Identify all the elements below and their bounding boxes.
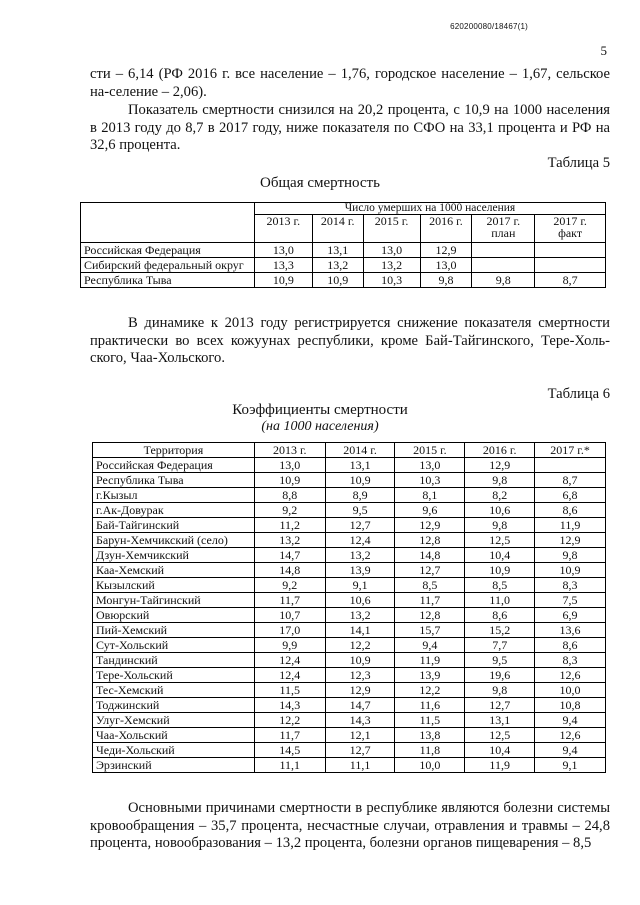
paragraph-continuation: сти – 6,14 (РФ 2016 г. все население – 1,76, городское население – 1,67, сельское на-селение – 2,06).	[90, 66, 610, 100]
table6-value-cell: 11,2	[254, 518, 325, 533]
table6-title: Коэффициенты смертности	[232, 402, 408, 418]
table-row	[93, 518, 606, 533]
table6-value-cell: 13,8	[395, 728, 465, 743]
table6-value-cell: 11,5	[254, 683, 325, 698]
paragraph-dynamics: В динамике к 2013 году регистрируется снижение показателя смертности практически во всех кожуунах республики, кроме Бай-Тайгинского, Тере-Холь-ского, Чаа-Хольского.	[90, 315, 610, 366]
table6-value-cell: 8,6	[535, 503, 606, 518]
table-row	[81, 273, 606, 288]
table6-value-cell: 10,0	[535, 683, 606, 698]
table5-fact-header	[535, 215, 606, 243]
table6-value-cell: 8,7	[535, 473, 606, 488]
table5-value-cell: 10,9	[254, 273, 312, 288]
table5-plan-year: 2017 г.	[486, 214, 521, 228]
table6-value-cell: 10,0	[395, 758, 465, 773]
table6-value-cell: 11,1	[325, 758, 395, 773]
table6-territory-cell: Эрзинский	[93, 758, 255, 773]
table6-value-cell: 7,7	[465, 638, 535, 653]
table6-value-cell: 10,9	[325, 653, 395, 668]
table5-territory-cell: Республика Тыва	[81, 273, 255, 288]
table6-value-cell: 9,6	[395, 503, 465, 518]
table5-title: Общая смертность	[260, 175, 380, 191]
table6-territory-cell: Тандинский	[93, 653, 255, 668]
table6-value-cell: 11,1	[254, 758, 325, 773]
table5-value-cell: 13,2	[363, 258, 420, 273]
table6-value-cell: 12,9	[325, 683, 395, 698]
table6-value-cell: 11,9	[535, 518, 606, 533]
table6-value-cell: 13,2	[254, 533, 325, 548]
table-row	[93, 533, 606, 548]
table6-value-cell: 12,7	[325, 743, 395, 758]
table6-value-cell: 13,2	[325, 608, 395, 623]
table-row	[93, 503, 606, 518]
table6-value-cell: 11,9	[465, 758, 535, 773]
table6-value-cell: 10,3	[395, 473, 465, 488]
table5-territory-cell: Сибирский федеральный округ	[81, 258, 255, 273]
table6-territory-cell: Каа-Хемский	[93, 563, 255, 578]
table6-value-cell: 10,8	[535, 698, 606, 713]
table5-value-cell	[472, 258, 535, 273]
table6-territory-cell: Сут-Хольский	[93, 638, 255, 653]
table6-value-cell: 6,9	[535, 608, 606, 623]
table5-value-cell: 9,8	[472, 273, 535, 288]
table6-value-cell: 11,8	[395, 743, 465, 758]
table6-value-cell: 8,3	[535, 578, 606, 593]
table5-value-cell: 13,3	[254, 258, 312, 273]
table6-caption: Таблица 6	[547, 386, 610, 402]
table6-header-cell: 2017 г.*	[535, 443, 606, 458]
table5-value-cell: 10,9	[312, 273, 363, 288]
table6-value-cell: 9,1	[325, 578, 395, 593]
table6-value-cell: 13,9	[395, 668, 465, 683]
table6-value-cell: 11,7	[395, 593, 465, 608]
paragraph-causes: Основными причинами смертности в республике являются болезни системы кровообращения – 35,7 процента, несчастные случаи, отравления и травмы – 24,8 процента, новообразования – 13,2 процента, болезни органов пищеварения – 8,5	[90, 800, 610, 851]
table6-value-cell: 14,3	[325, 713, 395, 728]
table6-value-cell: 11,7	[254, 728, 325, 743]
table6-territory-cell: Кызылский	[93, 578, 255, 593]
table5-value-cell: 9,8	[420, 273, 472, 288]
table6-value-cell: 9,2	[254, 503, 325, 518]
table5-plan-label: план	[491, 226, 516, 240]
table-row	[93, 593, 606, 608]
table6-value-cell: 11,9	[395, 653, 465, 668]
table6-value-cell: 13,6	[535, 623, 606, 638]
table6-value-cell: 9,1	[535, 758, 606, 773]
table6-territory-cell: Бай-Тайгинский	[93, 518, 255, 533]
document-id: 620200080/18467(1)	[450, 22, 528, 31]
table6-value-cell: 12,5	[465, 728, 535, 743]
table-row	[93, 578, 606, 593]
table6-value-cell: 8,5	[395, 578, 465, 593]
table6-value-cell: 12,7	[465, 698, 535, 713]
page-number: 5	[600, 43, 607, 58]
table6-value-cell: 11,7	[254, 593, 325, 608]
table6-territory-cell: Тес-Хемский	[93, 683, 255, 698]
table-row	[93, 638, 606, 653]
table6-value-cell: 7,5	[535, 593, 606, 608]
paragraph-mortality-decrease: Показатель смертности снизился на 20,2 процента, с 10,9 на 1000 населения в 2013 году до 8,7 в 2017 году, ниже показателя по СФО на 33,1 процента и РФ на 32,6 процента.	[90, 102, 610, 153]
table6-value-cell: 9,8	[465, 683, 535, 698]
table6-territory-cell: Барун-Хемчикский (село)	[93, 533, 255, 548]
table6-header-cell: 2013 г.	[254, 443, 325, 458]
table5-value-cell	[472, 243, 535, 258]
table5-year-header: 2015 г.	[363, 215, 420, 243]
table5-caption: Таблица 5	[547, 155, 610, 171]
table5-general-mortality	[80, 202, 606, 288]
table6-value-cell: 12,2	[254, 713, 325, 728]
table5-value-cell	[535, 243, 606, 258]
table6-value-cell: 12,3	[325, 668, 395, 683]
table6-value-cell: 9,4	[535, 743, 606, 758]
table-row	[93, 698, 606, 713]
table6-value-cell: 14,3	[254, 698, 325, 713]
table6-header-cell: 2014 г.	[325, 443, 395, 458]
table6-value-cell: 8,5	[465, 578, 535, 593]
table6-value-cell: 10,4	[465, 548, 535, 563]
table6-value-cell: 12,1	[325, 728, 395, 743]
table6-value-cell: 9,5	[465, 653, 535, 668]
table6-value-cell: 12,9	[395, 518, 465, 533]
table6-value-cell: 10,9	[535, 563, 606, 578]
table6-mortality-rates	[92, 442, 606, 773]
table6-header-cell: Территория	[93, 443, 255, 458]
table6-value-cell: 13,0	[395, 458, 465, 473]
table6-value-cell: 12,4	[254, 653, 325, 668]
table6-value-cell: 14,8	[254, 563, 325, 578]
table6-value-cell: 9,2	[254, 578, 325, 593]
table6-territory-cell: Чаа-Хольский	[93, 728, 255, 743]
table-row	[93, 713, 606, 728]
table5-year-header: 2014 г.	[312, 215, 363, 243]
table-row	[81, 258, 606, 273]
table6-value-cell: 10,6	[325, 593, 395, 608]
table6-value-cell: 8,6	[535, 638, 606, 653]
table-row	[93, 548, 606, 563]
table5-value-cell	[535, 258, 606, 273]
table6-value-cell: 15,2	[465, 623, 535, 638]
table5-territory-cell: Российская Федерация	[81, 243, 255, 258]
table-row	[93, 608, 606, 623]
table6-value-cell: 12,6	[535, 668, 606, 683]
table5-corner-cell	[81, 203, 255, 243]
table-row	[93, 653, 606, 668]
table5-value-cell: 12,9	[420, 243, 472, 258]
table6-value-cell: 12,8	[395, 608, 465, 623]
table6-value-cell: 9,8	[465, 473, 535, 488]
table6-value-cell: 10,9	[465, 563, 535, 578]
table6-value-cell: 8,6	[465, 608, 535, 623]
table6-value-cell: 9,4	[535, 713, 606, 728]
table6-value-cell: 12,7	[395, 563, 465, 578]
table6-territory-cell: Дзун-Хемчикский	[93, 548, 255, 563]
table6-value-cell: 8,8	[254, 488, 325, 503]
table6-value-cell: 9,5	[325, 503, 395, 518]
table-row	[93, 488, 606, 503]
table5-year-header: 2016 г.	[420, 215, 472, 243]
table6-value-cell: 14,8	[395, 548, 465, 563]
table6-value-cell: 19,6	[465, 668, 535, 683]
table6-territory-cell: Чеди-Хольский	[93, 743, 255, 758]
table5-value-cell: 13,0	[254, 243, 312, 258]
table6-value-cell: 10,9	[254, 473, 325, 488]
table6-value-cell: 8,3	[535, 653, 606, 668]
table6-value-cell: 14,1	[325, 623, 395, 638]
table6-value-cell: 13,1	[325, 458, 395, 473]
table6-value-cell	[535, 458, 606, 473]
table6-value-cell: 14,5	[254, 743, 325, 758]
table-row	[93, 623, 606, 638]
table6-value-cell: 12,8	[395, 533, 465, 548]
table5-plan-header	[472, 215, 535, 243]
table6-territory-cell: г.Кызыл	[93, 488, 255, 503]
table6-value-cell: 9,8	[465, 518, 535, 533]
table6-header-cell: 2015 г.	[395, 443, 465, 458]
table-row	[81, 243, 606, 258]
table-row	[93, 668, 606, 683]
table6-value-cell: 9,8	[535, 548, 606, 563]
table6-header-cell: 2016 г.	[465, 443, 535, 458]
table5-value-cell: 13,1	[312, 243, 363, 258]
table-row	[93, 683, 606, 698]
table6-territory-cell: Республика Тыва	[93, 473, 255, 488]
table6-value-cell: 12,4	[254, 668, 325, 683]
table6-value-cell: 12,5	[465, 533, 535, 548]
table6-value-cell: 13,1	[465, 713, 535, 728]
table6-value-cell: 12,2	[325, 638, 395, 653]
table6-value-cell: 12,6	[535, 728, 606, 743]
table6-value-cell: 14,7	[254, 548, 325, 563]
table-row	[93, 563, 606, 578]
table6-subtitle: (на 1000 населения)	[261, 419, 379, 434]
table6-value-cell: 13,2	[325, 548, 395, 563]
table5-value-cell: 13,2	[312, 258, 363, 273]
table6-value-cell: 10,7	[254, 608, 325, 623]
table5-fact-year: 2017 г.	[553, 214, 587, 228]
table-row	[93, 758, 606, 773]
table5-year-header: 2013 г.	[254, 215, 312, 243]
table6-territory-cell: Овюрский	[93, 608, 255, 623]
table6-value-cell: 11,5	[395, 713, 465, 728]
table6-value-cell: 14,7	[325, 698, 395, 713]
table6-value-cell: 11,6	[395, 698, 465, 713]
table6-territory-cell: Тере-Хольский	[93, 668, 255, 683]
table5-value-cell: 8,7	[535, 273, 606, 288]
table6-territory-cell: Улуг-Хемский	[93, 713, 255, 728]
table5-fact-label: факт	[558, 226, 583, 240]
table-row	[93, 743, 606, 758]
table6-value-cell: 8,9	[325, 488, 395, 503]
table6-value-cell: 12,7	[325, 518, 395, 533]
table6-territory-cell: Российская Федерация	[93, 458, 255, 473]
table6-value-cell: 13,0	[254, 458, 325, 473]
table6-value-cell: 10,4	[465, 743, 535, 758]
table6-value-cell: 10,6	[465, 503, 535, 518]
table5-value-cell: 10,3	[363, 273, 420, 288]
table-row	[93, 473, 606, 488]
table-row	[93, 728, 606, 743]
table5-group-header: Число умерших на 1000 населения	[254, 203, 605, 215]
table6-value-cell: 9,4	[395, 638, 465, 653]
table5-value-cell: 13,0	[420, 258, 472, 273]
table6-value-cell: 15,7	[395, 623, 465, 638]
table6-value-cell: 8,2	[465, 488, 535, 503]
table6-value-cell: 10,9	[325, 473, 395, 488]
table-row	[93, 458, 606, 473]
table6-territory-cell: Монгун-Тайгинский	[93, 593, 255, 608]
table6-territory-cell: г.Ак-Довурак	[93, 503, 255, 518]
table6-value-cell: 6,8	[535, 488, 606, 503]
table6-value-cell: 13,9	[325, 563, 395, 578]
table6-value-cell: 12,2	[395, 683, 465, 698]
table6-value-cell: 9,9	[254, 638, 325, 653]
table6-value-cell: 11,0	[465, 593, 535, 608]
table6-value-cell: 12,9	[535, 533, 606, 548]
table6-value-cell: 17,0	[254, 623, 325, 638]
table6-value-cell: 8,1	[395, 488, 465, 503]
table6-value-cell: 12,9	[465, 458, 535, 473]
table6-territory-cell: Тоджинский	[93, 698, 255, 713]
table6-territory-cell: Пий-Хемский	[93, 623, 255, 638]
table5-value-cell: 13,0	[363, 243, 420, 258]
table6-value-cell: 12,4	[325, 533, 395, 548]
